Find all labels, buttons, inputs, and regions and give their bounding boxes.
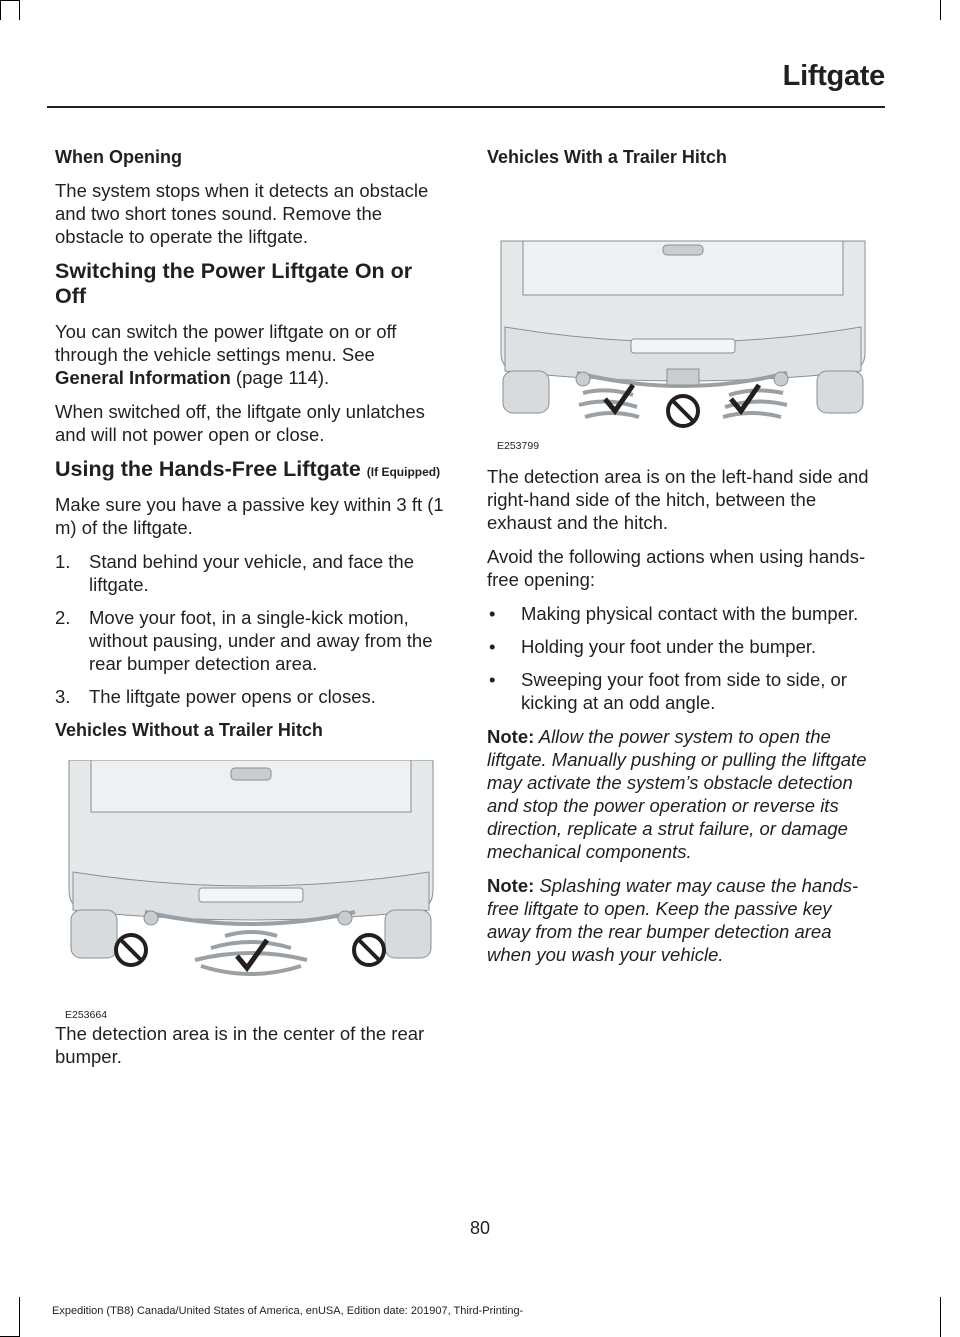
vehicle-rear-illustration (55, 760, 447, 1000)
steps-list (55, 550, 447, 708)
general-information-link[interactable]: General Information (55, 367, 231, 388)
list-item (55, 606, 447, 675)
switching-off-text: When switched off, the liftgate only unlatches and will not power open or close. (55, 401, 425, 445)
step-text: The liftgate power opens or closes. (89, 686, 376, 707)
note (487, 725, 879, 863)
note-text: Allow the power system to open the liftgate. Manually pushing or pulling the liftgate may activate the system’s obstacle detection and stop the power operation or reverse its direction, replicate a strut failure, or damage mechanical components. (487, 726, 867, 862)
bullet: • (489, 669, 496, 690)
crop-mark (940, 0, 941, 20)
hands-free-heading (55, 457, 447, 485)
switching-paragraph (55, 320, 447, 389)
page-reference: (page 114). (230, 367, 330, 388)
note-label: Note: (487, 726, 535, 747)
list-item-text: Holding your foot under the bumper. (521, 636, 817, 657)
with-hitch-caption: The detection area is on the left-hand side and right-hand side of the hitch, between the exhaust and the hitch. (487, 466, 869, 533)
crop-mark (0, 0, 1, 20)
figure-code: E253799 (497, 440, 540, 452)
left-column (55, 146, 447, 1079)
note-text: Splashing water may cause the hands-free liftgate to open. Keep the passive key away from the rear bumper detection area when you wash your vehicle. (487, 875, 859, 965)
step-text: Move your foot, in a single-kick motion, without pausing, under and away from the rear bumper detection area. (89, 607, 433, 674)
list-item (487, 602, 879, 625)
header-rule (47, 106, 885, 108)
list-item (55, 685, 447, 708)
bullet: • (489, 636, 496, 657)
no-symbol-icon (668, 396, 698, 426)
avoid-intro: Avoid the following actions when using hands-free opening: (487, 546, 866, 590)
crop-mark (19, 0, 20, 20)
step-text: Stand behind your vehicle, and face the liftgate. (89, 551, 415, 595)
step-number: 1. (55, 551, 71, 572)
crop-mark (19, 1297, 20, 1337)
list-item-text: Sweeping your foot from side to side, or kicking at an odd angle. (521, 669, 847, 713)
switching-text: You can switch the power liftgate on or off through the vehicle settings menu. See (55, 321, 397, 365)
when-opening-text: The system stops when it detects an obstacle and two short tones sound. Remove the obstacle to operate the liftgate. (55, 180, 429, 247)
avoid-list (487, 602, 879, 714)
crop-mark (940, 1297, 941, 1337)
no-symbol-icon (354, 935, 384, 965)
with-hitch-heading: Vehicles With a Trailer Hitch (487, 147, 727, 167)
crop-mark (0, 0, 20, 1)
step-number: 3. (55, 686, 71, 707)
bullet: • (489, 603, 496, 624)
page-title: Liftgate (782, 60, 885, 92)
page-number: 80 (469, 1218, 491, 1238)
no-symbol-icon (116, 935, 146, 965)
step-number: 2. (55, 607, 71, 628)
note (487, 874, 879, 966)
list-item (487, 635, 879, 658)
figure-without-hitch (55, 760, 447, 1020)
list-item (487, 668, 879, 714)
list-item (55, 550, 447, 596)
when-opening-heading: When Opening (55, 147, 182, 167)
if-equipped-label: (If Equipped) (366, 465, 441, 479)
right-column (487, 146, 879, 977)
switching-heading: Switching the Power Liftgate On or Off (55, 259, 413, 308)
without-hitch-caption: The detection area is in the center of the rear bumper. (55, 1023, 425, 1067)
list-item-text: Making physical contact with the bumper. (521, 603, 859, 624)
without-hitch-heading: Vehicles Without a Trailer Hitch (55, 720, 323, 740)
hands-free-intro: Make sure you have a passive key within 3 ft (1 m) of the liftgate. (55, 494, 444, 538)
hands-free-heading-text: Using the Hands-Free Liftgate (55, 457, 361, 481)
vehicle-rear-hitch-illustration (487, 187, 879, 429)
figure-with-hitch (487, 187, 879, 452)
footer-edition-info: Expedition (TB8) Canada/United States of America, enUSA, Edition date: 201907, Third-Printing- (52, 1305, 524, 1317)
note-label: Note: (487, 875, 535, 896)
figure-code: E253664 (65, 1009, 108, 1021)
